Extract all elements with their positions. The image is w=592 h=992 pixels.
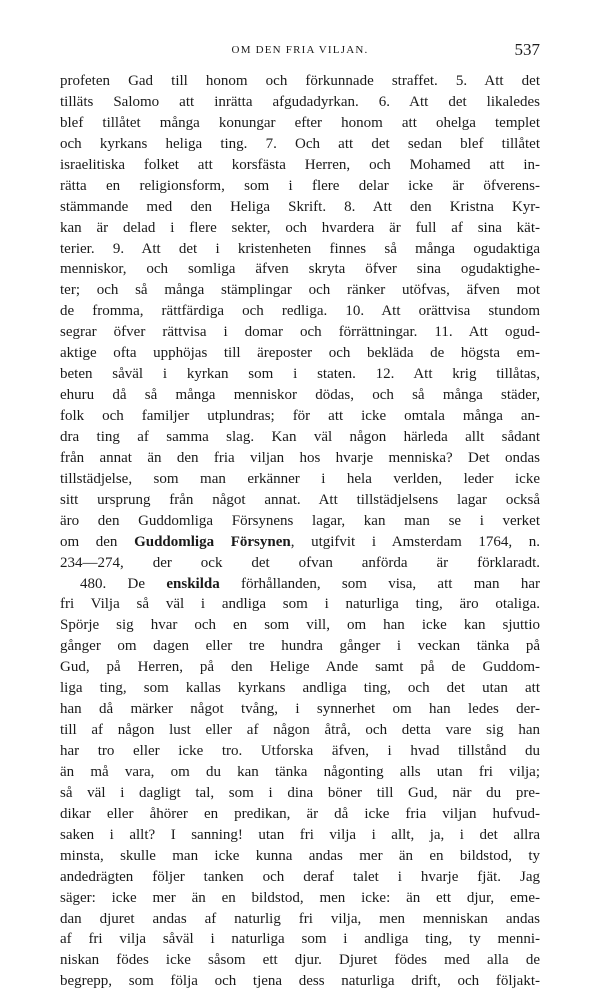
- text-segment: om den: [60, 533, 135, 550]
- text-line: beten såväl i kyrkan som i staten. 12. Att krig tillåtas,: [60, 366, 540, 383]
- text-line: gånger om dagen eller tre hundra gånger i veckan tänka på: [60, 638, 540, 655]
- text-line: kan är delad i flere sekter, och hvardera är full af sina kät-: [60, 219, 540, 236]
- text-line: israelitiska folket att korsfästa Herren, och Mohamed att in-: [60, 156, 540, 173]
- text-line: säger: icke mer än en bildstod, men icke: än ett djur, eme-: [60, 889, 540, 906]
- text-line: niskan födes icke såsom ett djur. Djuret födes med alla de: [60, 952, 540, 969]
- text-line: han då märker något tvång, i synnerhet om han ledes der-: [60, 701, 540, 718]
- text-line: [60, 574, 540, 595]
- text-line: stämmande med den Heliga Skrift. 8. Att den Kristna Kyr-: [60, 198, 540, 215]
- text-line: folk och familjer utplundras; för att icke omtala många an-: [60, 408, 540, 424]
- running-title: OM DEN FRIA VILJAN.: [231, 44, 369, 56]
- running-head: [60, 40, 540, 60]
- text-line: minsta, skulle man icke kunna andas mer än en bildstod, ty: [60, 847, 540, 864]
- text-line: de fromma, rättfärdiga och redliga. 10. Att orättvisa stundom: [60, 303, 540, 320]
- text-line: begrepp, som följa och tjena dess naturliga drift, och följakt-: [60, 973, 540, 990]
- text-line: profeten Gad till honom och förkunnade straffet. 5. Att det: [60, 73, 540, 89]
- text-line: fri Vilja så väl i andliga som i naturliga ting, äro otaliga.: [60, 596, 540, 613]
- bold-term: enskilda: [166, 575, 220, 592]
- text-line: Spörje sig hvar och en som vill, om han icke kan sjuttio: [60, 617, 540, 634]
- text-line: till af någon lust eller af någon åtrå, och detta vare sig han: [60, 722, 540, 739]
- text-line: liga ting, som kallas kyrkans andliga ting, och det utan att: [60, 680, 540, 697]
- text-line: äro den Guddomliga Försynens lagar, kan man se i verket: [60, 512, 540, 529]
- text-line: sitt ursprung från något annat. Att tillstädjelsens lagar också: [60, 491, 540, 508]
- body-text: [60, 71, 540, 992]
- text-segment: , utgifvit i Amsterdam 1764, n.: [290, 533, 540, 550]
- text-line: tillstädjelse, som man erkänner i hela verlden, leder icke: [60, 470, 540, 487]
- text-line: ehuru då så många menniskor dödas, och så många städer,: [60, 387, 540, 404]
- text-line: från annat än den fria viljan hos hvarje menniska? Det ondas: [60, 449, 540, 466]
- text-line: andedrägten följer tanken och deraf talet i hvarje fjät. Jag: [60, 868, 540, 885]
- text-line: segrar öfver rättvisa i domar och förrättningar. 11. Att ogud-: [60, 324, 540, 341]
- text-line: terier. 9. Att det i kristenheten finnes så många ogudaktiga: [60, 240, 540, 257]
- text-line: saken i allt? I sanning! utan fri vilja i allt, ja, i det allra: [60, 826, 540, 843]
- bold-term: Guddomliga Försynen: [134, 533, 291, 550]
- text-line: af fri vilja såväl i naturliga som i andliga ting, ty menni-: [60, 931, 540, 948]
- text-line: ter; och så många stämplingar och ränker utöfvas, äfven mot: [60, 282, 540, 299]
- text-line: tilläts Salomo att inrätta afgudadyrkan. 6. Att det likaledes: [60, 93, 540, 110]
- text-segment: 480. De: [80, 575, 167, 592]
- text-line: rätta en religionsform, som i flere delar icke är öfverens-: [60, 177, 540, 194]
- text-line: och kyrkans heliga ting. 7. Och att det sedan blef tillåtet: [60, 135, 540, 152]
- text-line: har tro eller icke tro. Utforska äfven, i hvad tillstånd du: [60, 743, 540, 759]
- text-line: aktige ofta upphöjas till äreposter och bekläda de högsta em-: [60, 345, 540, 362]
- text-line: dikar eller åhörer en predikan, är då icke fria viljan hufvud-: [60, 805, 540, 822]
- text-line: dra ting af samma slag. Kan väl någon härleda allt sådant: [60, 428, 540, 445]
- text-line: 234—274, der ock det ofvan anförda är förklaradt.: [60, 554, 540, 571]
- text-line: än må vara, om du kan tänka någonting alls utan fri vilja;: [60, 763, 540, 780]
- text-line: menniskor, och somliga äfven skryta öfver sina ogudaktighe-: [60, 261, 540, 278]
- text-line: blef tillåtet många konungar efter honom att ohelga templet: [60, 114, 540, 131]
- text-line: [60, 532, 540, 553]
- text-line: Gud, på Herren, på den Helige Ande samt på de Guddom-: [60, 659, 540, 676]
- text-line: så väl i dagligt tal, som i dina böner till Gud, när du pre-: [60, 784, 540, 801]
- text-segment: förhållanden, som visa, att man har: [219, 575, 540, 592]
- text-line: dan djuret andas af naturlig fri vilja, men menniskan andas: [60, 910, 540, 927]
- page-number: 537: [514, 40, 540, 59]
